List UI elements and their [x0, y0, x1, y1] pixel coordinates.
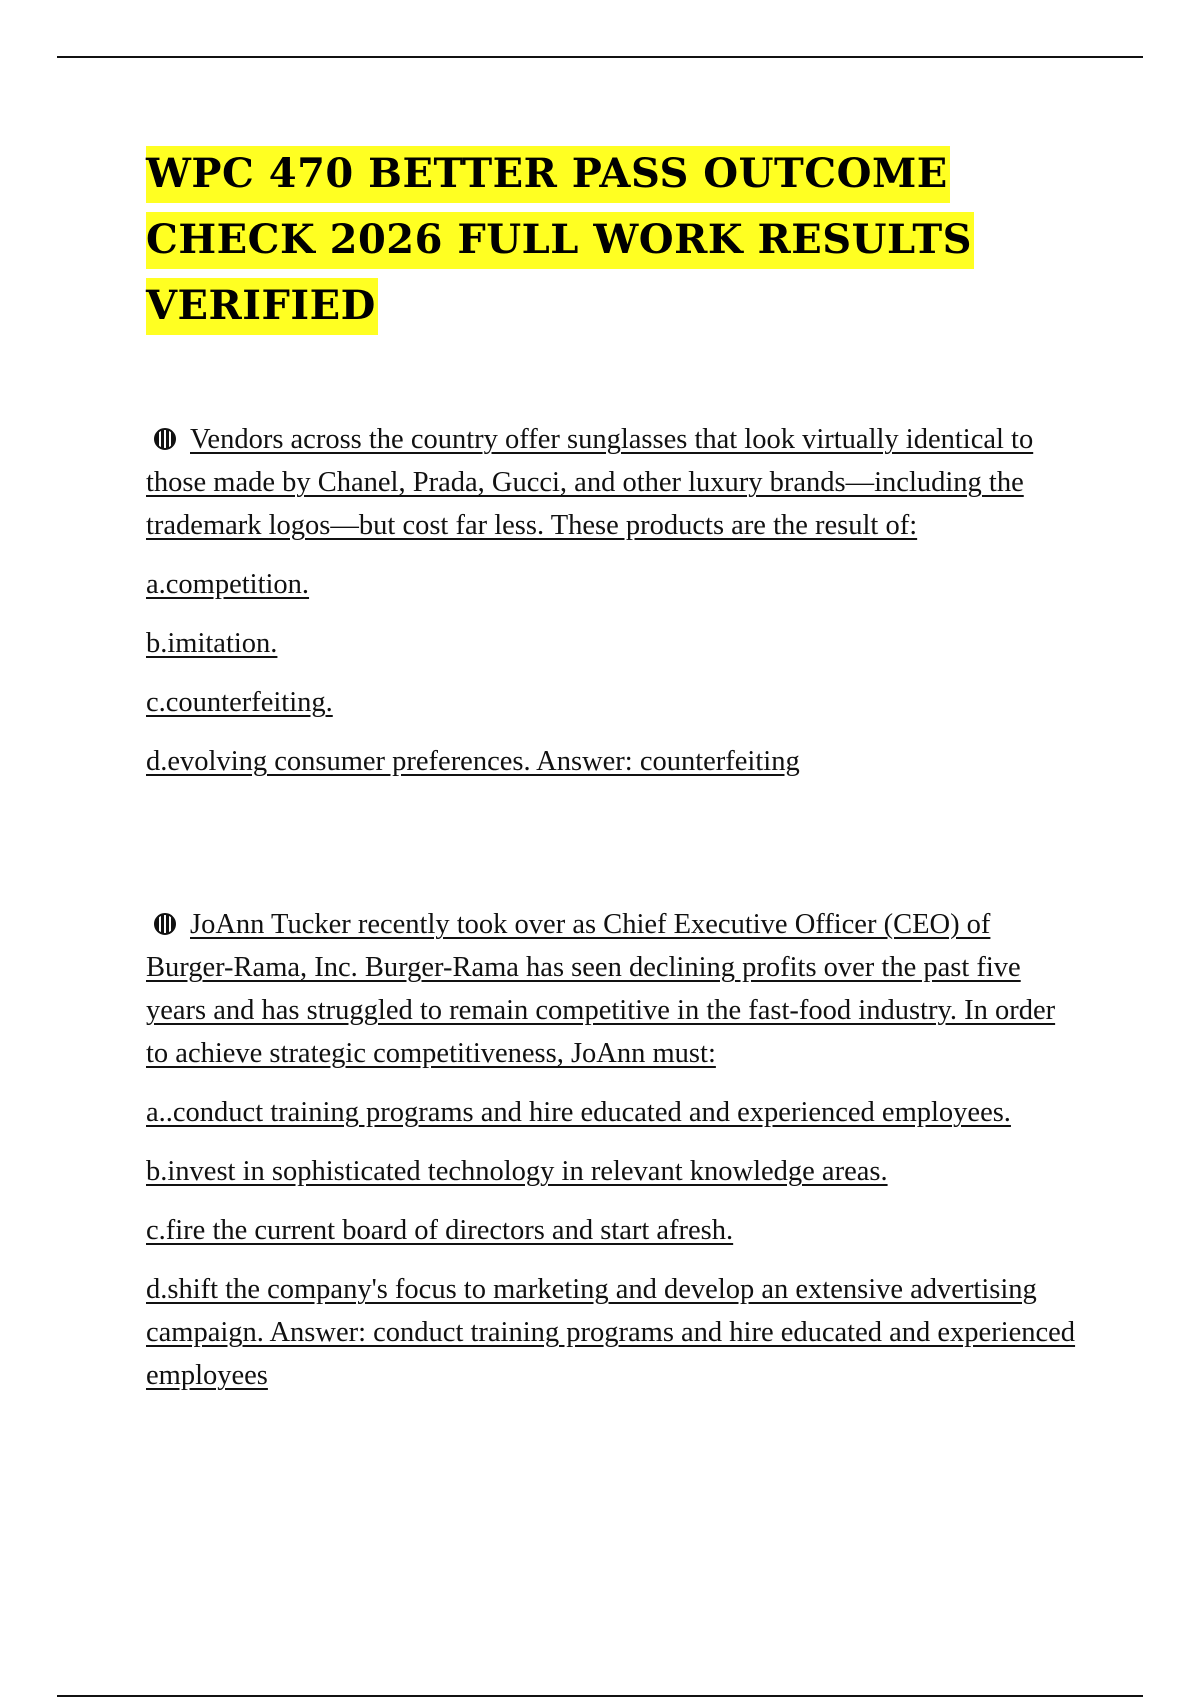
question-stem: [146, 903, 1076, 1075]
option-b: b.imitation.: [146, 628, 278, 659]
option-c: c.fire the current board of directors and start afresh.: [146, 1215, 734, 1246]
circle-bullet-icon: [154, 913, 176, 935]
circle-bullet-icon: [154, 428, 176, 450]
question-stem-text: JoAnn Tucker recently took over as Chief Executive Officer (CEO) of Burger-Rama, Inc. Burger-Rama has seen declining profits over the past five years and has struggled to remain competitive in the fast-food industry. In order to achieve strategic competitiveness, JoAnn must:: [146, 909, 1056, 1069]
question-2: [146, 903, 1076, 1413]
option-a: a..conduct training programs and hire educated and experienced employees.: [146, 1097, 1011, 1128]
question-1: [146, 418, 1076, 799]
option-d: d.shift the company's focus to marketing and develop an extensive advertising campaign. Answer: conduct training programs and hire educated and experienced employees: [146, 1274, 1076, 1391]
title-highlight: WPC 470 BETTER PASS OUTCOME CHECK 2026 FULL WORK RESULTS VERIFIED: [146, 146, 974, 335]
option-d: d.evolving consumer preferences. Answer: counterfeiting: [146, 746, 800, 777]
question-stem: [146, 418, 1076, 547]
bottom-divider: [57, 1695, 1143, 1697]
option-b: b.invest in sophisticated technology in relevant knowledge areas.: [146, 1156, 888, 1187]
option-c: c.counterfeiting.: [146, 687, 333, 718]
top-divider: [57, 56, 1143, 58]
question-stem-text: Vendors across the country offer sunglasses that look virtually identical to those made by Chanel, Prada, Gucci, and other luxury brands—including the trademark logos—but cost far less. These products are the result of:: [146, 424, 1034, 541]
option-a: a.competition.: [146, 569, 310, 600]
page-title: [146, 141, 1046, 339]
